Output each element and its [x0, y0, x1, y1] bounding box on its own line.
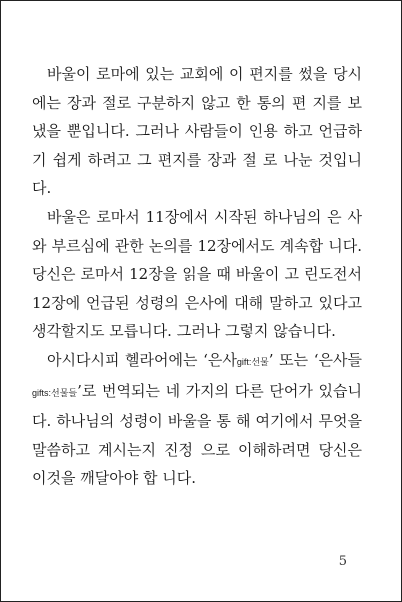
paragraph-3 [32, 346, 362, 493]
text-line: ’ 또는 [268, 350, 309, 369]
text-line: 로 나눈 것입니다. [32, 150, 362, 198]
text-line: 그렇지 않습니다. [224, 322, 336, 341]
body-text [32, 60, 362, 493]
text-line: 바울은 로마서 11장에서 시작된 하나님의 은 [47, 207, 342, 226]
gifts-annotation: gifts:선물들 [32, 387, 78, 398]
gift-annotation: gift:선물 [236, 356, 269, 367]
text-line: 아시다시피 헬라어에는 ‘은사 [47, 350, 237, 369]
text-line: ’로 번역되는 네 가지의 다른 [77, 381, 264, 400]
text-line: 니다. 당신은 로마서 12장을 읽을 때 바울이 고 [32, 236, 362, 284]
text-line: ‘은사들 [313, 350, 362, 369]
text-line: 당시에는 장과 절로 구분하지 않고 한 통의 편 [32, 65, 362, 112]
text-line: 으로 이해하려면 당신은 이것을 깨달아야 합 [32, 440, 363, 488]
paragraph-2 [32, 203, 362, 346]
text-line: 말하고 있다고 생각할지도 모릅니다. 그러나 [32, 293, 362, 341]
page-number: 5 [338, 554, 347, 569]
text-line: 하고 언급하기 쉽게 하려고 그 편지를 장과 절 [32, 122, 362, 169]
text-line: 린도전서 12장에 언급된 성령의 은사에 대해 [32, 265, 362, 312]
text-line: 단어가 있습니다. 하나님의 성령이 바울을 통 [32, 381, 362, 431]
text-line: 바울이 로마에 있는 교회에 이 편지를 썼을 [47, 65, 328, 83]
paragraph-1 [32, 60, 362, 203]
text-line: 지를 보냈을 뿐입니다. 그러나 사람들이 인용 [32, 93, 362, 141]
text-line: 사와 부르심에 관한 논의를 12장에서도 계속합 [32, 207, 362, 255]
text-line: 해 여기에서 무엇을 말씀하고 계시는지 진정 [32, 412, 362, 459]
text-line: 니다. [162, 469, 196, 488]
